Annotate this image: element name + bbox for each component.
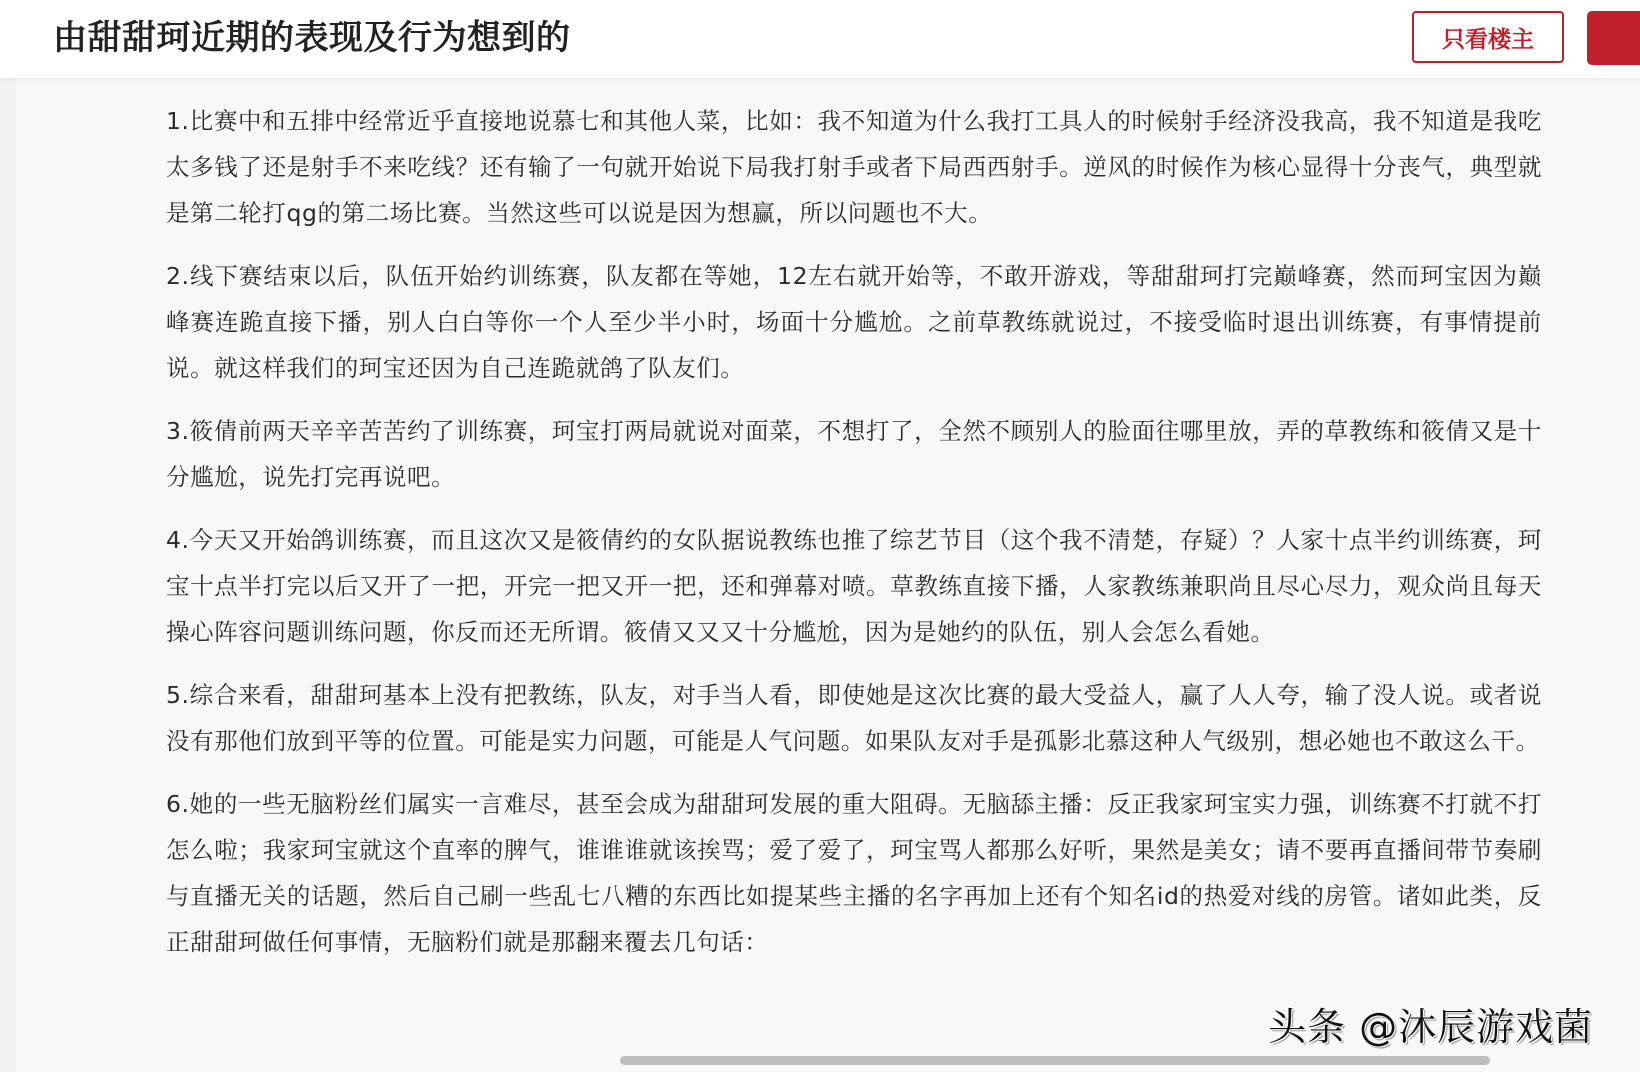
paragraph-3: 3.筱倩前两天辛辛苦苦约了训练赛，珂宝打两局就说对面菜，不想打了，全然不顾别人的脸面往哪里放，弄的草教练和筱倩又是十分尴尬，说先打完再说吧。 (166, 417, 1542, 491)
paragraph-6: 6.她的一些无脑粉丝们属实一言难尽，甚至会成为甜甜珂发展的重大阻碍。无脑舔主播：反正我家珂宝实力强，训练赛不打就不打怎么啦；我家珂宝就这个直率的脾气，谁谁谁就该挨骂；爱了爱了，珂宝骂人都那么好听，果然是美女；请不要再直播间带节奏刷与直播无关的话题，然后自己刷一些乱七八糟的东西比如提某些主播的名字再加上还有个知名id的热爱对线的房管。诸如此类，反正甜甜珂做任何事情，无脑粉们就是那翻来覆去几句话： (166, 790, 1542, 956)
paragraph-2: 2.线下赛结束以后，队伍开始约训练赛，队友都在等她，12左右就开始等，不敢开游戏，等甜甜珂打完巅峰赛，然而珂宝因为巅峰赛连跪直接下播，别人白白等你一个人至少半小时，场面十分尴尬。之前草教练就说过，不接受临时退出训练赛，有事情提前说。就这样我们的珂宝还因为自己连跪就鸽了队友们。 (166, 262, 1542, 382)
action-button[interactable] (1587, 11, 1640, 65)
page-title: 由甜甜珂近期的表现及行为想到的 (53, 18, 571, 58)
post-header (0, 0, 1640, 78)
horizontal-scrollbar[interactable] (620, 1056, 1490, 1065)
only-view-op-button[interactable]: 只看楼主 (1412, 11, 1564, 63)
post-body (166, 98, 1542, 982)
watermark: 头条 @沐辰游戏菌 (1268, 1005, 1594, 1049)
paragraph-4: 4.今天又开始鸽训练赛，而且这次又是筱倩约的女队据说教练也推了综艺节目（这个我不清楚，存疑）？人家十点半约训练赛，珂宝十点半打完以后又开了一把，开完一把又开一把，还和弹幕对喷。草教练直接下播，人家教练兼职尚且尽心尽力，观众尚且每天操心阵容问题训练问题，你反而还无所谓。筱倩又又又十分尴尬，因为是她约的队伍，别人会怎么看她。 (166, 526, 1542, 646)
paragraph-1: 1.比赛中和五排中经常近乎直接地说慕七和其他人菜，比如：我不知道为什么我打工具人的时候射手经济没我高，我不知道是我吃太多钱了还是射手不来吃线？还有输了一句就开始说下局我打射手或者下局西西射手。逆风的时候作为核心显得十分丧气，典型就是第二轮打qg的第二场比赛。当然这些可以说是因为想赢，所以问题也不大。 (166, 107, 1542, 227)
post-content (16, 78, 1640, 1072)
paragraph-5: 5.综合来看，甜甜珂基本上没有把教练，队友，对手当人看，即使她是这次比赛的最大受益人，赢了人人夸，输了没人说。或者说没有那他们放到平等的位置。可能是实力问题，可能是人气问题。如果队友对手是孤影北慕这种人气级别，想必她也不敢这么干。 (166, 681, 1542, 755)
